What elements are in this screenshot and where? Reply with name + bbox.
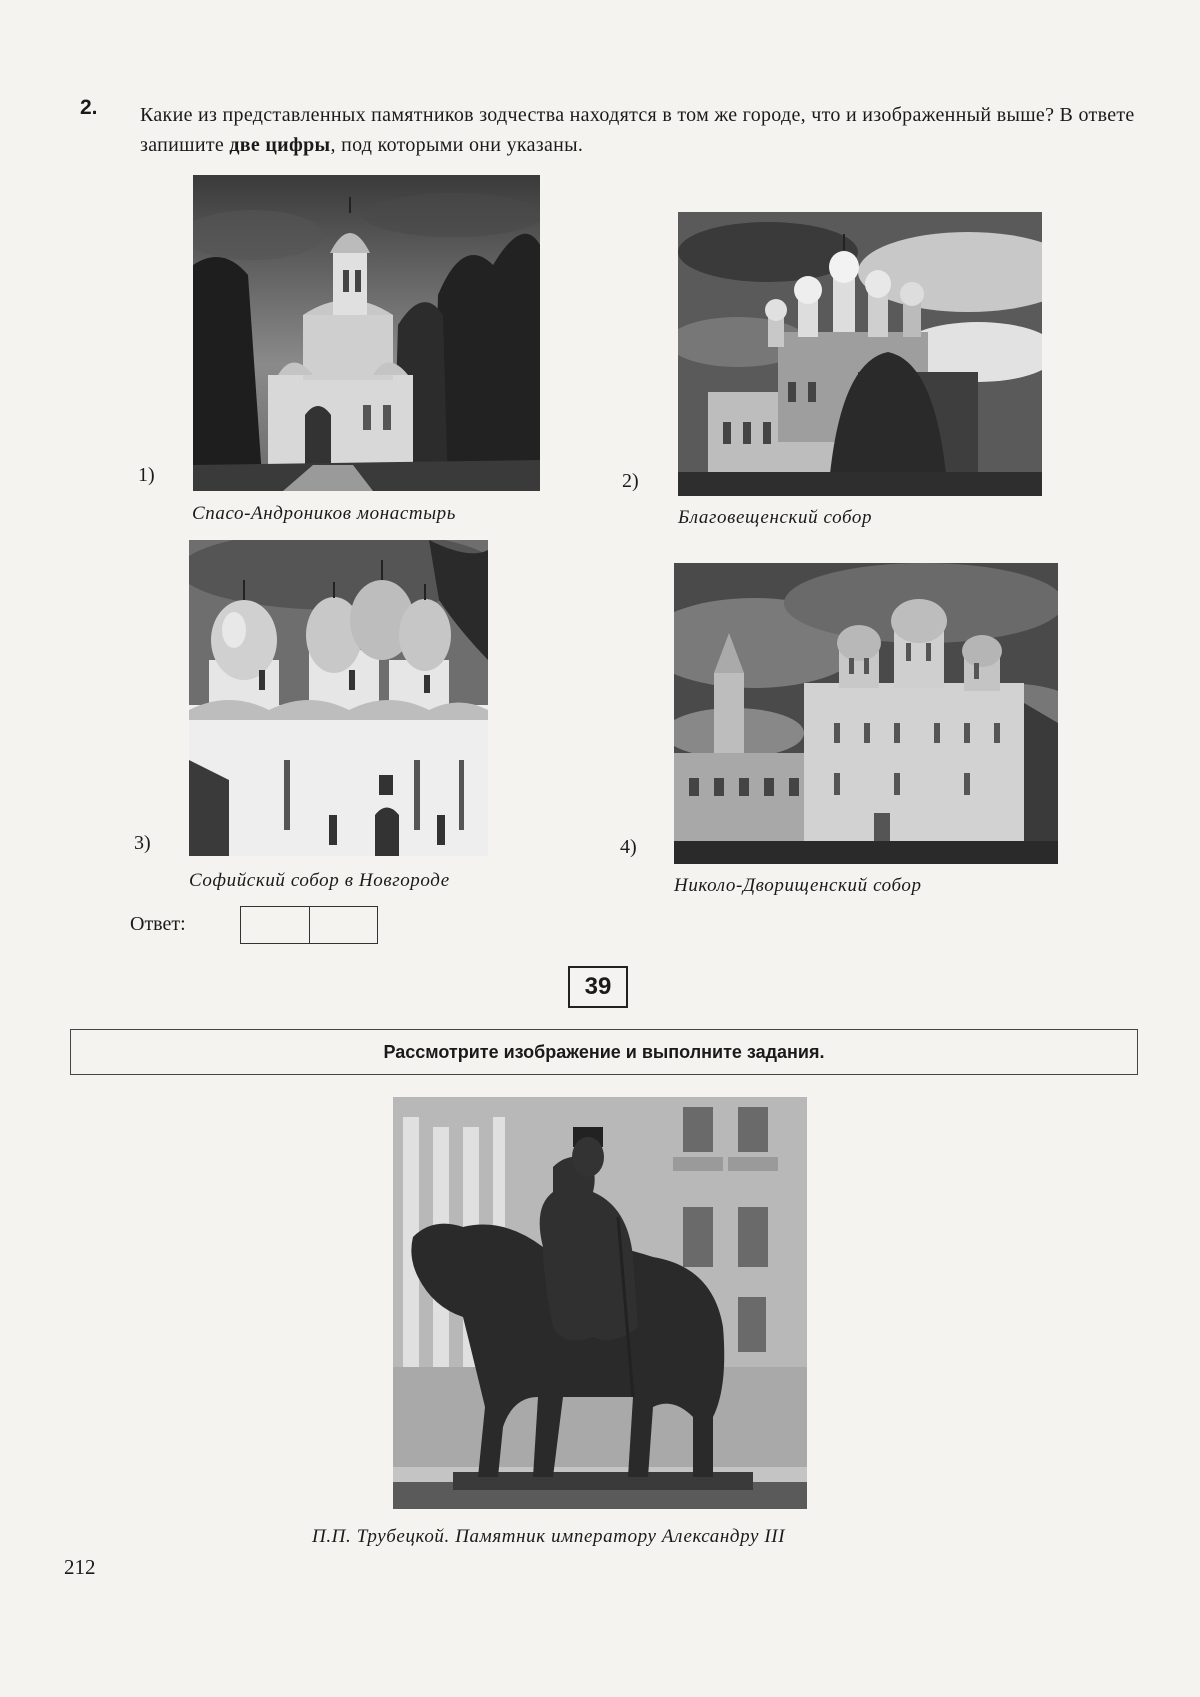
option-2-caption: Благовещенский собор <box>678 507 873 528</box>
option-4-caption: Николо-Дворищенский собор <box>674 875 922 896</box>
question-number: 2. <box>80 96 98 119</box>
photo-spaso-andronikov-monastery <box>193 175 540 491</box>
option-1-caption: Спасо-Андроников монастырь <box>192 503 457 524</box>
answer-cell-1[interactable] <box>241 907 309 943</box>
photo-alexander-iii-monument <box>393 1097 807 1509</box>
question-text <box>140 100 1150 160</box>
photo-st-sophia-novgorod <box>189 540 488 856</box>
photo-annunciation-cathedral <box>678 212 1042 496</box>
option-2-number: 2) <box>622 470 639 492</box>
task-instruction-banner: Рассмотрите изображение и выполните задания. <box>70 1029 1138 1075</box>
option-4-number: 4) <box>620 836 637 858</box>
option-3-caption: Софийский собор в Новгороде <box>189 870 450 891</box>
question-text-part1: Какие из представленных памятников зодчества находятся в том же городе, что и изображенный выше? В ответе запишите <box>140 104 1135 156</box>
photo-nikolo-dvorishchensky-cathedral <box>674 563 1058 864</box>
page-number: 212 <box>64 1555 96 1579</box>
answer-box <box>240 906 378 944</box>
monument-caption: П.П. Трубецкой. Памятник императору Александру III <box>312 1526 786 1547</box>
option-3-number: 3) <box>134 832 151 854</box>
option-1-number: 1) <box>138 464 155 486</box>
answer-label: Ответ: <box>130 913 186 935</box>
task-number: 39 <box>568 966 628 1008</box>
question-text-bold: две цифры <box>229 134 331 156</box>
answer-cell-2[interactable] <box>309 907 378 943</box>
question-text-part2: , под которыми они указаны. <box>330 134 584 156</box>
